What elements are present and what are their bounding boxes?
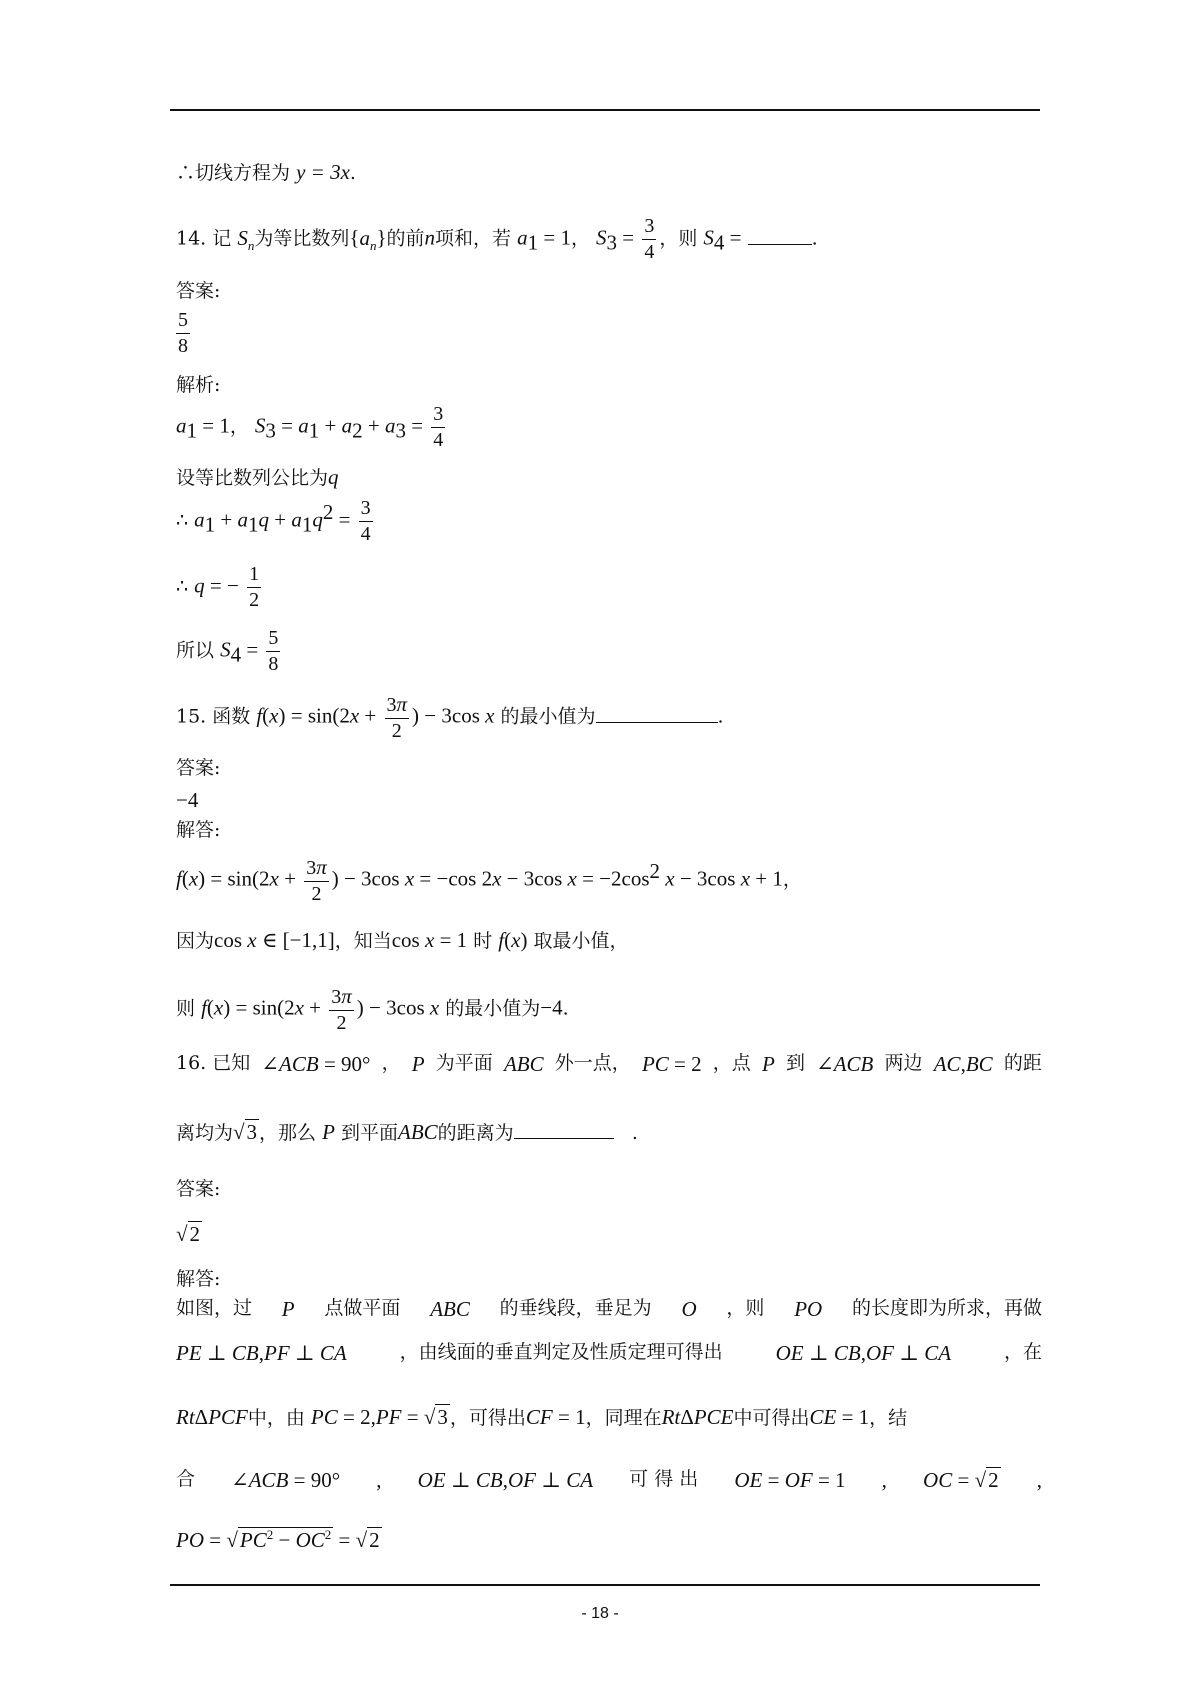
answer-label-16: 答案: <box>176 1178 221 1200</box>
answer-16: √2 <box>176 1222 201 1246</box>
tangent-line: ∴切线方程为 y = 3x. <box>176 160 356 184</box>
question-14: 14. 记 $S_n$为等比数列$\{a_n\}$的前n项和，若 $a_1 = 1$， $S_3$ = $\frac{3}{4}$ ，则 $S_4$ = . <box>176 215 818 263</box>
analysis-14-line3: ∴ $a_1 + a_1q + a_1q^2$ = $\frac{3}{4}$ <box>176 497 371 545</box>
analysis-14-line4: ∴ q = − $\frac{1}{2}$ <box>176 563 260 611</box>
answer-blank-15 <box>596 701 718 723</box>
footer-rule <box>170 1584 1040 1586</box>
answer-label-15: 答案: <box>176 757 221 779</box>
question-15: 15. 函数 f(x) = sin(2x + $\frac{3\pi}{2}$ ) − 3cos x 的最小值为 . <box>176 692 724 742</box>
answer-label-14: 答案: <box>176 280 221 302</box>
page-number: - 18 - <box>581 1605 619 1622</box>
answer-blank-16 <box>514 1117 614 1139</box>
analysis-14-line5: 所以 $S_4$ = $\frac{5}{8}$ <box>176 627 279 675</box>
tangent-equation: y = 3x <box>296 160 350 184</box>
solution-15-line1: f(x) = sin(2x + $\frac{3\pi}{2}$ ) − 3cos x = −cos 2x − 3cos $x = -2\cos^2$ x − 3cos x + 1， <box>176 855 802 905</box>
solution-16-line4: 合 ∠ACB = 90° , OE ⊥ CB,OF ⊥ CA 可 得 出 OE = OF = 1 , OC = √2 , <box>176 1468 1042 1492</box>
solution-15-line2: 因为cos x ∈ [−1,1]，知当cos x = 1 时 f(x) 取最小值， <box>176 928 629 952</box>
header-rule <box>170 109 1040 111</box>
solution-16-line5: PO = $√PC^2 - OC^2 = √2$ <box>176 1527 380 1552</box>
solution-15-line3: 则 f(x) = sin(2x + $\frac{3\pi}{2}$ ) − 3cos x 的最小值为−4. <box>176 984 569 1034</box>
analysis-14-line1: $a_1 = 1$， $S_3 = a_1 + a_2 + a_3$ = $\frac{3}{4}$ <box>176 403 444 451</box>
question-16-line2: 离均为√3 ，那么 P 到平面ABC的距离为 . <box>176 1117 1042 1145</box>
answer-15: −4 <box>176 788 199 812</box>
question-16-line1: 16. 已知 ∠ACB = 90° ， P 为平面 ABC 外一点， PC = 2 ，点 P 到 ∠ACB 两边 AC,BC 的距 <box>176 1052 1042 1076</box>
answer-blank-14 <box>748 223 812 245</box>
solution-label-16: 解答: <box>176 1268 221 1290</box>
solution-16-line1: 如图，过 P 点做平面 ABC 的垂线段，垂足为 O ，则 PO 的长度即为所求，再做 <box>176 1297 1042 1321</box>
solution-16-line3: RtΔPCF中，由 PC = 2,PF = √3 ，可得出CF = 1，同理在RtΔPCE中可得出CE = 1，结 <box>176 1405 908 1429</box>
solution-16-line2: PE ⊥ CB,PF ⊥ CA ，由线面的垂直判定及性质定理可得出 OE ⊥ CB,OF ⊥ CA ，在 <box>176 1341 1042 1365</box>
answer-14: $\frac{5}{8}$ <box>178 309 188 357</box>
analysis-14-line2: 设等比数列公比为q <box>176 465 339 489</box>
analysis-label-14: 解析: <box>176 374 221 396</box>
solution-label-15: 解答: <box>176 819 221 841</box>
